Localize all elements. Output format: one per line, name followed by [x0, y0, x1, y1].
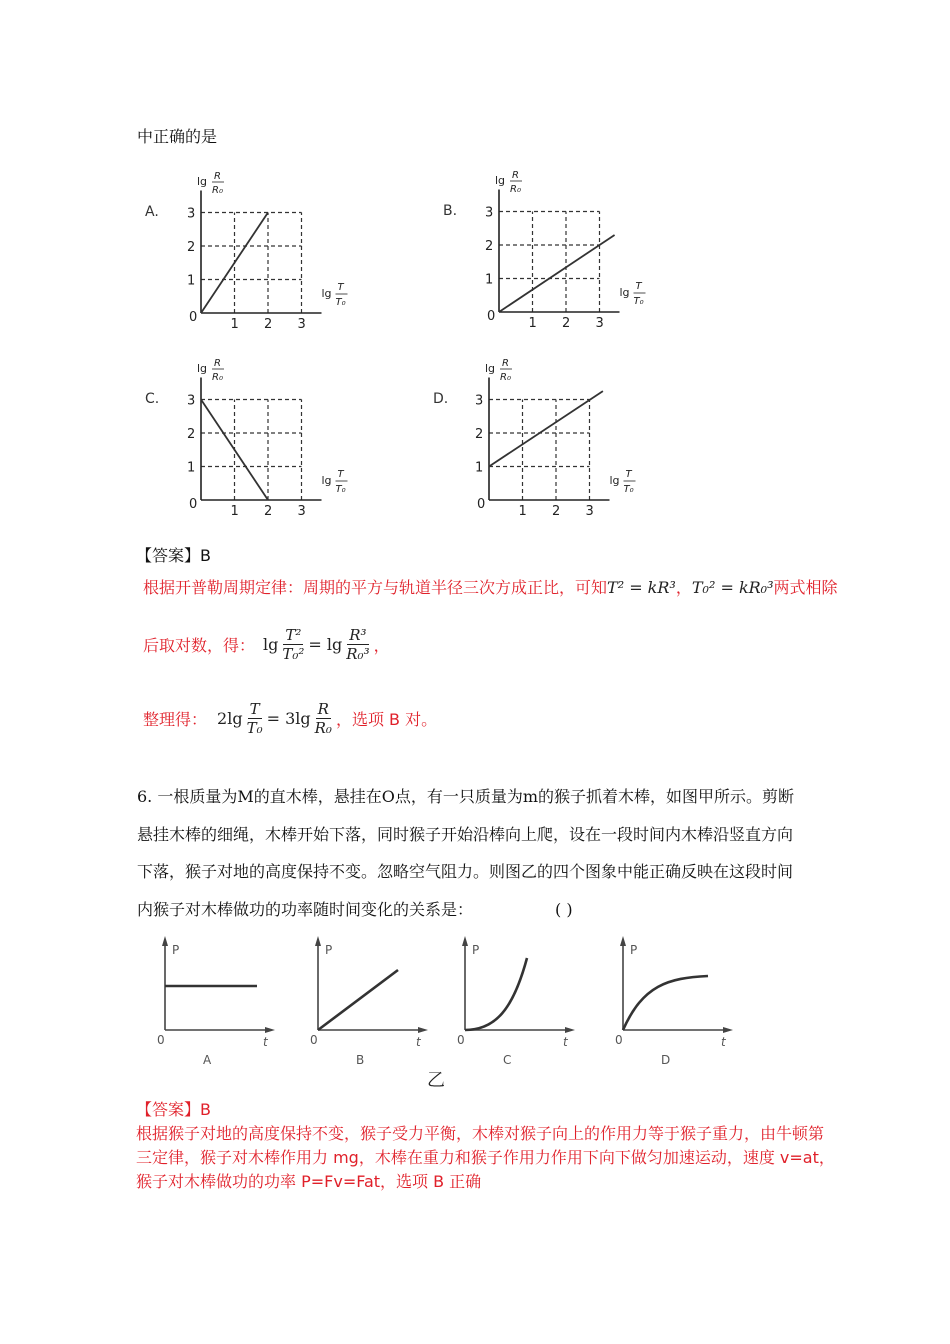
x-axis-arrow — [565, 1027, 575, 1033]
origin-label: 0 — [615, 1033, 623, 1047]
x-axis-arrow — [723, 1027, 733, 1033]
data-curve — [623, 976, 708, 1030]
y-tick-label: 3 — [187, 393, 196, 409]
q6-line1: 6. 一根质量为M的直木棒，悬挂在O点，有一只质量为m的猴子抓着木棒，如图甲所示。剪断 — [137, 787, 795, 806]
intro-text: 中正确的是 — [137, 127, 218, 146]
q5-exp3-eq: = 3lg — [266, 709, 311, 728]
y-tick-label: 2 — [187, 240, 196, 255]
q5-exp2-pre: 后取对数，得： — [143, 636, 256, 655]
y-tick-label: 1 — [187, 460, 196, 476]
q5-exp2-den1: T₀² — [282, 645, 305, 663]
figure-label: 乙 — [427, 1070, 445, 1090]
x-axis-arrow — [418, 1027, 428, 1033]
data-curve — [318, 970, 398, 1030]
pt-graph-a — [157, 936, 275, 1067]
y-axis-arrow — [162, 936, 168, 946]
q6-line3: 下落，猴子对地的高度保持不变。忽略空气阻力。则图乙的四个图象中能正确反映在这段时间 — [137, 862, 794, 881]
q5-exp2-post: ， — [373, 636, 390, 655]
y-axis-arrow — [315, 936, 321, 946]
graph-letter: A — [203, 1053, 212, 1067]
q5-exp2-lg: lg — [263, 635, 279, 654]
x-tick-label: 2 — [264, 317, 273, 332]
q5-exp3-lg: 2lg — [217, 709, 243, 728]
y-tick-label: 2 — [475, 427, 484, 442]
q6-line4: 内猴子对木棒做功的功率随时间变化的关系是： — [137, 900, 474, 919]
x-label-num: T — [625, 469, 632, 480]
y-label-lg: lg — [197, 175, 208, 188]
q6-explanation-line3: 猴子对木棒做功的功率 P=Fv=Fat，选项 B 正确 — [136, 1172, 482, 1191]
origin-label: 0 — [457, 1033, 465, 1047]
q6-line2: 悬挂木棒的细绳，木棒开始下落，同时猴子开始沿棒向上爬，设在一段时间内木棒沿竖直方向 — [137, 825, 794, 844]
log-graph-d — [433, 358, 636, 519]
x-tick-label: 3 — [297, 504, 306, 519]
q5-explanation-line1 — [143, 575, 838, 598]
y-label-lg: lg — [495, 174, 506, 187]
origin-label: 0 — [157, 1033, 165, 1047]
q5-explanation-line2 — [143, 626, 390, 663]
y-axis-label: P — [172, 943, 180, 957]
x-label-lg: lg — [321, 474, 332, 487]
q5-exp2-num1: T² — [285, 626, 302, 644]
x-label-den: T₀ — [633, 296, 644, 307]
x-tick-label: 1 — [518, 504, 527, 519]
q5-exp3-num2: R — [317, 700, 329, 718]
y-label-lg: lg — [485, 362, 496, 375]
x-label-den: T₀ — [335, 297, 346, 308]
x-label-den: T₀ — [623, 484, 634, 495]
y-label-den: R₀ — [510, 184, 521, 195]
y-axis-label: P — [630, 943, 638, 957]
x-tick-label: 3 — [297, 317, 306, 332]
y-tick-label: 2 — [187, 427, 196, 442]
graph-letter: C — [503, 1053, 512, 1067]
y-tick-label: 3 — [475, 393, 484, 409]
y-label-den: R₀ — [500, 372, 511, 383]
origin-label: 0 — [477, 497, 486, 512]
log-graph-c — [145, 358, 348, 519]
q5-exp2-frac2 — [344, 626, 371, 663]
log-graph-a — [145, 171, 348, 332]
graph-letter: D. — [433, 391, 449, 407]
y-label-lg: lg — [197, 362, 208, 375]
q5-exp3-frac2 — [313, 700, 334, 737]
x-label-lg: lg — [619, 286, 630, 299]
q6-explanation-line2: 三定律，猴子对木棒作用力 mg，木棒在重力和猴子作用力作用下向下做匀加速运动，速度 v=at， — [136, 1148, 835, 1167]
x-label-num: T — [337, 469, 344, 480]
q5-exp3-frac1 — [245, 700, 265, 737]
pt-graph-b — [310, 936, 428, 1067]
graph-letter: C. — [145, 391, 160, 407]
y-label-den: R₀ — [212, 185, 223, 196]
origin-label: 0 — [189, 310, 198, 325]
q5-exp2-frac1 — [280, 626, 306, 663]
y-tick-label: 1 — [187, 273, 196, 289]
q5-explanation-line3 — [143, 700, 437, 737]
y-tick-label: 3 — [485, 205, 494, 221]
x-label-lg: lg — [609, 474, 620, 487]
origin-label: 0 — [189, 497, 198, 512]
q5-exp3-pre: 整理得： — [143, 710, 208, 729]
x-label-den: T₀ — [335, 484, 346, 495]
pt-graph-c — [457, 936, 575, 1067]
x-tick-label: 1 — [528, 316, 537, 331]
pt-graph-d — [615, 936, 733, 1067]
q5-exp3-num1: T — [249, 700, 260, 718]
y-axis-arrow — [462, 936, 468, 946]
q5-exp1-post: 两式相除 — [773, 578, 838, 597]
q5-graphs — [0, 0, 950, 540]
x-axis-label: t — [416, 1035, 421, 1049]
x-axis-arrow — [265, 1027, 275, 1033]
x-tick-label: 2 — [264, 504, 273, 519]
graph-letter: B — [356, 1053, 365, 1067]
origin-label: 0 — [487, 309, 496, 324]
q6-explanation-line1: 根据猴子对地的高度保持不变，猴子受力平衡，木棒对猴子向上的作用力等于猴子重力，由牛顿第 — [136, 1124, 825, 1143]
x-axis-label: t — [263, 1035, 268, 1049]
y-tick-label: 2 — [485, 239, 494, 254]
q5-exp1-eq2: T₀² = kR₀³ — [691, 578, 774, 597]
q6-answer-label: 【答案】B — [136, 1100, 211, 1119]
x-label-lg: lg — [321, 287, 332, 300]
q5-exp1-eq1: T² = kR³ — [607, 578, 676, 597]
q6-answer-blank: ( ) — [555, 900, 573, 919]
y-tick-label: 3 — [187, 206, 196, 222]
q5-answer-label: 【答案】B — [136, 546, 211, 565]
y-axis-label: P — [472, 943, 480, 957]
y-label-num: R — [512, 170, 519, 181]
x-label-num: T — [635, 281, 642, 292]
y-label-num: R — [214, 171, 221, 182]
q5-exp1-pre: 根据开普勒周期定律：周期的平方与轨道半径三次方成正比，可知 — [143, 578, 608, 597]
graph-letter: B. — [443, 203, 458, 219]
q5-exp2-eq: = lg — [308, 635, 343, 654]
q5-exp2-den2: R₀³ — [346, 645, 370, 663]
x-axis-label: t — [563, 1035, 568, 1049]
x-tick-label: 1 — [230, 317, 239, 332]
graph-letter: D — [661, 1053, 671, 1067]
origin-label: 0 — [310, 1033, 318, 1047]
x-label-num: T — [337, 282, 344, 293]
data-line — [499, 235, 615, 312]
y-label-num: R — [502, 358, 509, 369]
x-tick-label: 1 — [230, 504, 239, 519]
x-axis-label: t — [721, 1035, 726, 1049]
q5-exp2-num2: R³ — [349, 626, 367, 644]
q5-exp3-den2: R₀ — [314, 719, 332, 737]
graph-letter: A. — [145, 204, 159, 220]
x-tick-label: 2 — [562, 316, 571, 331]
data-line — [489, 391, 603, 466]
log-graph-b — [443, 170, 646, 331]
y-axis-arrow — [620, 936, 626, 946]
x-tick-label: 2 — [552, 504, 561, 519]
y-axis-label: P — [325, 943, 333, 957]
y-tick-label: 1 — [485, 272, 494, 288]
q5-exp1-sep: ， — [675, 578, 692, 597]
y-label-num: R — [214, 358, 221, 369]
q6-graphs — [0, 930, 950, 1090]
x-tick-label: 3 — [595, 316, 604, 331]
x-tick-label: 3 — [585, 504, 594, 519]
y-label-den: R₀ — [212, 372, 223, 383]
y-tick-label: 1 — [475, 460, 484, 476]
q5-exp3-post: ，选项 B 对。 — [335, 710, 438, 729]
data-curve — [465, 958, 527, 1030]
q5-exp3-den1: T₀ — [246, 719, 263, 737]
